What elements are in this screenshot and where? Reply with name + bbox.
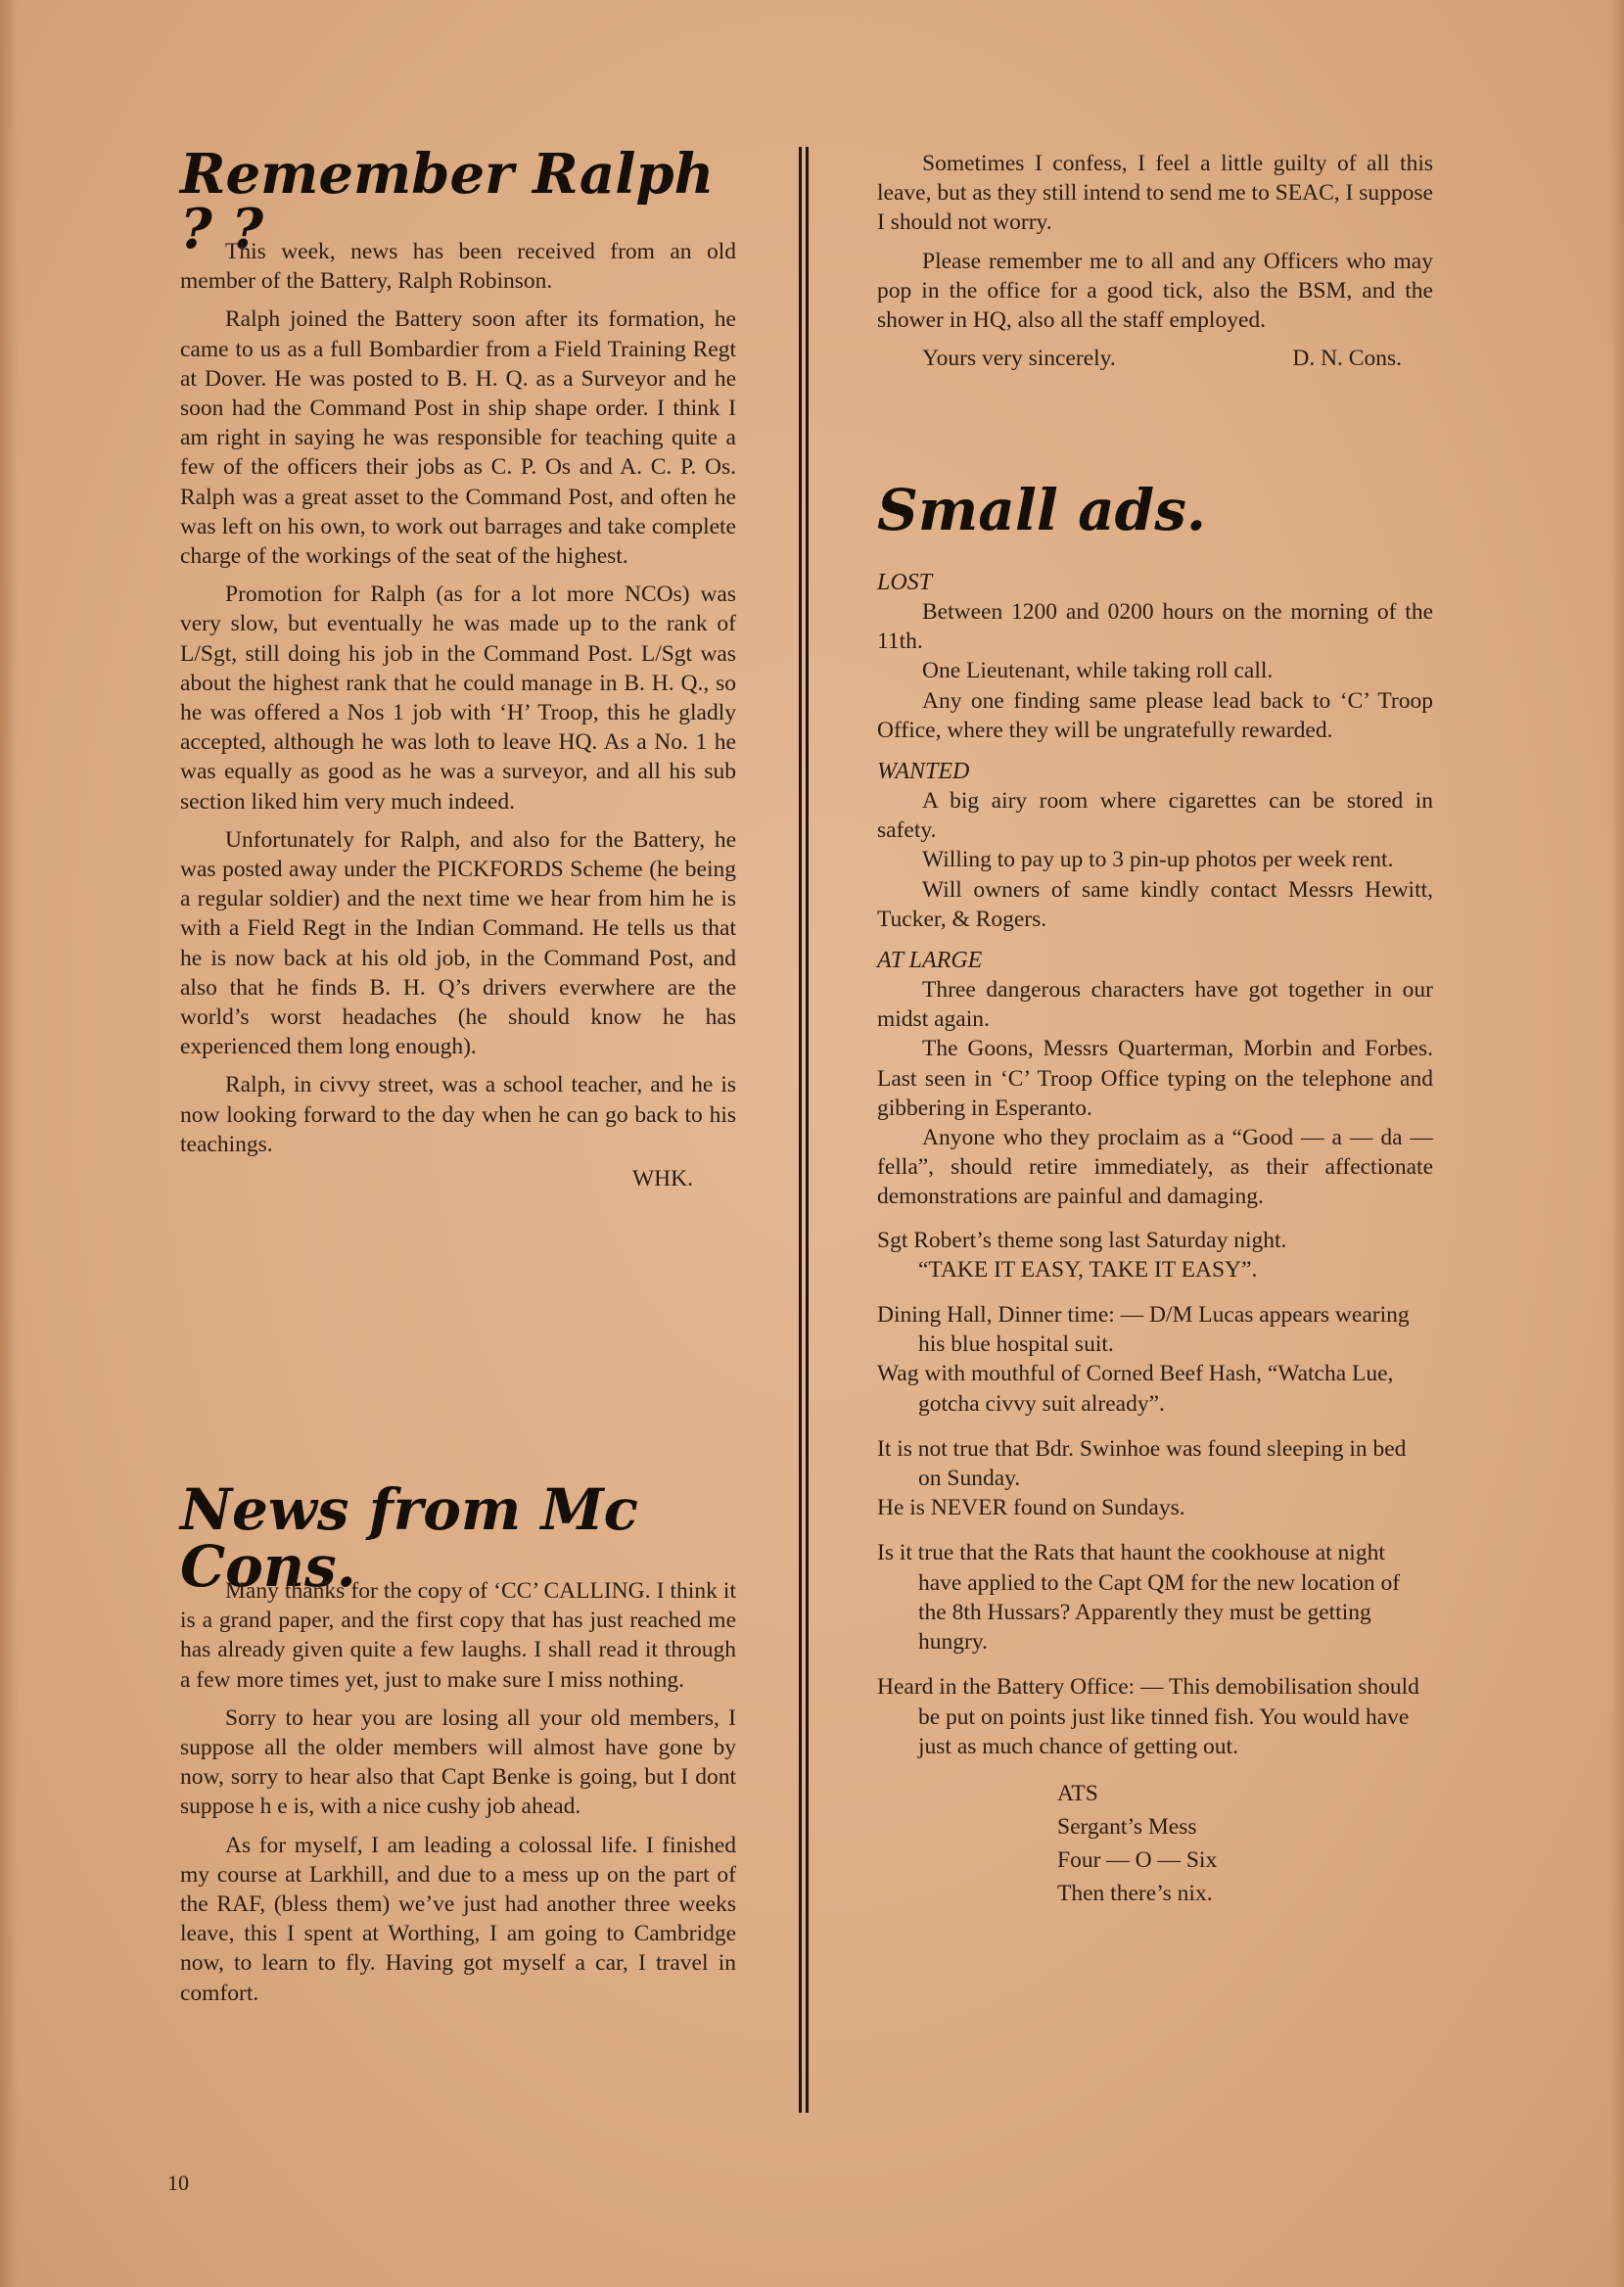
author-signature: WHK.: [632, 1166, 693, 1192]
ad-line: Any one finding same please lead back to ‘C’ Troop Office, where they will be ungratefully rewarded.: [877, 687, 1433, 743]
verse-line: Four — O — Six: [1057, 1846, 1218, 1873]
column-divider: [799, 147, 809, 2113]
gossip-line: He is NEVER found on Sundays.: [877, 1495, 1185, 1521]
letter-signoff: [877, 344, 1433, 373]
verse-line: Then there’s nix.: [1057, 1880, 1213, 1906]
gossip-line: “TAKE IT EASY, TAKE IT EASY”.: [918, 1256, 1258, 1283]
ad-line: Three dangerous characters have got together in our midst again.: [877, 977, 1433, 1033]
gossip-item: [877, 1434, 1433, 1523]
article-paragraph: Sometimes I confess, I feel a little guilty of all this leave, but as they still intend to send me to SEAC, I suppose I should not worry.: [877, 151, 1433, 236]
article-paragraph: Ralph joined the Battery soon after its formation, he came to us as a full Bombardier from a Field Training Regt at Dover. He was posted to B. H. Q. as a Surveyor and he soon had the Command Post in ship shape order. I think I am right in saying he was responsible for teaching quite a few of the officers their jobs as C. P. Os and A. C. P. Os. Ralph was a great asset to the Command Post, and often he was left on his own, to work out barrages and take complete charge of the workings of the seat of the highest.: [180, 306, 736, 570]
article-paragraph: Ralph, in civvy street, was a school teacher, and he is now looking forward to the day when he can go back to his teachings.: [180, 1072, 736, 1157]
page-number: 10: [167, 2170, 189, 2195]
remember-ralph-body: [180, 237, 736, 1194]
ad-line: A big airy room where cigarettes can be stored in safety.: [877, 788, 1433, 844]
gossip-item: [877, 1538, 1433, 1657]
gossip-item: [877, 1672, 1433, 1761]
ad-label-at-large: AT LARGE: [877, 948, 983, 974]
gossip-line: Is it true that the Rats that haunt the cookhouse at night have applied to the Capt QM for the new location of the 8th Hussars? Apparently they must be getting hungry.: [877, 1540, 1401, 1656]
ad-label-lost: LOST: [877, 570, 933, 595]
ad-line: The Goons, Messrs Quarterman, Morbin and Forbes. Last seen in ‘C’ Troop Office typing on the telephone and gibbering in Esperanto.: [877, 1036, 1433, 1121]
gossip-item: [877, 1300, 1433, 1419]
verse-line: Sergant’s Mess: [1057, 1813, 1197, 1840]
small-ads-body: [877, 568, 1433, 1910]
remember-ralph-title: Remember Ralph ? ?: [180, 142, 715, 261]
article-paragraph: This week, news has been received from an old member of the Battery, Ralph Robinson.: [180, 239, 736, 295]
letter-signature: D. N. Cons.: [1292, 346, 1402, 372]
ad-line: Willing to pay up to 3 pin-up photos per week rent.: [922, 847, 1394, 873]
gossip-item: [877, 1226, 1433, 1284]
verse-line: ATS: [1057, 1780, 1098, 1806]
small-ads-title: Small ads.: [877, 477, 1207, 543]
article-paragraph: Many thanks for the copy of ‘CC’ CALLING. I think it is a grand paper, and the first copy that has just reached me has already given quite a few laughs. I shall read it through a few more times yet, just to make sure I miss nothing.: [180, 1578, 736, 1693]
gossip-line: Dining Hall, Dinner time: — D/M Lucas appears wearing his blue hospital suit.: [877, 1302, 1410, 1358]
gossip-line: Heard in the Battery Office: — This demobilisation should be put on points just like tinned fish. You would have just as much chance of getting out.: [877, 1674, 1419, 1759]
news-from-mc-cons-title: News from Mc Cons.: [180, 1476, 638, 1600]
verse: [877, 1777, 1433, 1910]
gossip-line: Sgt Robert’s theme song last Saturday night.: [877, 1227, 1287, 1253]
ad-line: One Lieutenant, while taking roll call.: [922, 658, 1274, 684]
letter-continued: [877, 149, 1433, 373]
ad-label-wanted: WANTED: [877, 759, 970, 785]
letter-closing: Yours very sincerely.: [922, 346, 1116, 372]
article-paragraph: Please remember me to all and any Officers who may pop in the office for a good tick, also the BSM, and the shower in HQ, also all the staff employed.: [877, 248, 1433, 334]
article-paragraph: Unfortunately for Ralph, and also for the Battery, he was posted away under the PICKFORDS Scheme (he being a regular soldier) and the next time we hear from him he is with a Field Regt in the Indian Command. He tells us that he is now back at his old job, in the Command Post, and also that he finds B. H. Q’s drivers everwhere are the world’s worst headaches (he should know he has experienced them long enough).: [180, 826, 736, 1060]
article-paragraph: As for myself, I am leading a colossal life. I finished my course at Larkhill, and due to a mess up on the part of the RAF, (bless them) we’ve just had another three weeks leave, this I spent at Worthing, I am going to Cambridge now, to learn to fly. Having got myself a car, I travel in comfort.: [180, 1832, 736, 2006]
ad-line: Between 1200 and 0200 hours on the morning of the 11th.: [877, 599, 1433, 655]
article-paragraph: Promotion for Ralph (as for a lot more NCOs) was very slow, but eventually he was made up to the rank of L/Sgt, still doing his job in the Command Post. L/Sgt was about the highest rank that he could manage in B. H. Q., so he was offered a Nos 1 job with ‘H’ Troop, this he gladly accepted, although he was loth to leave HQ. As a No. 1 he was equally as good as he was a surveyor, and all his sub section liked him very much indeed.: [180, 582, 736, 815]
gossip-line: It is not true that Bdr. Swinhoe was found sleeping in bed on Sunday.: [877, 1435, 1407, 1492]
ad-line: Will owners of same kindly contact Messrs Hewitt, Tucker, & Rogers.: [877, 876, 1433, 932]
article-paragraph: Sorry to hear you are losing all your old members, I suppose all the older members will almost have gone by now, sorry to hear also that Capt Benke is going, but I dont suppose h e is, with a nice cushy job ahead.: [180, 1704, 736, 1820]
news-from-mc-cons-body: [180, 1576, 736, 2008]
ad-line: Anyone who they proclaim as a “Good — a — da — fella”, should retire immediately, as their affectionate demonstrations are painful and damaging.: [877, 1125, 1433, 1210]
gossip-line: Wag with mouthful of Corned Beef Hash, “Watcha Lue, gotcha civvy suit already”.: [877, 1361, 1394, 1417]
